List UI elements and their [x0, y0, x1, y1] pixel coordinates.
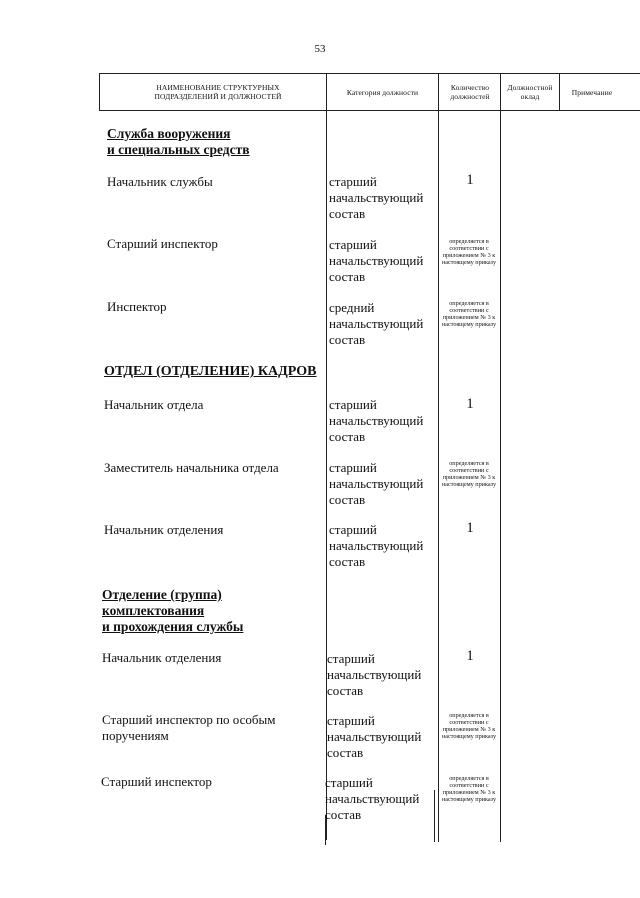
- position-quantity: 1: [466, 648, 474, 664]
- header-name: НАИМЕНОВАНИЕ СТРУКТУРНЫХ ПОДРАЗДЕЛЕНИЙ И ДОЛЖНОСТЕЙ: [154, 83, 282, 101]
- section-title: и прохождения службы: [102, 619, 244, 634]
- position-category: средний начальствующий состав: [329, 300, 424, 347]
- position-name: Старший инспектор: [101, 774, 212, 789]
- position-name: Начальник отделения: [102, 650, 222, 665]
- section-title: Отделение (группа): [102, 587, 222, 602]
- position-quantity-note: определяется в соответствии с приложением № 3 к настоящему приказу: [441, 300, 497, 328]
- column-border-left: [99, 73, 100, 111]
- page-number: 53: [314, 43, 326, 55]
- header-salary: Должностной оклад: [507, 83, 553, 101]
- position-name: Начальник службы: [107, 174, 213, 189]
- position-quantity-note: определяется в соответствии с приложением № 3 к настоящему приказу: [441, 238, 497, 266]
- position-name: Начальник отдела: [104, 397, 204, 412]
- position-category: старший начальствующий состав: [329, 237, 424, 284]
- header-category: Категория должности: [346, 87, 419, 97]
- section-title: ОТДЕЛ (ОТДЕЛЕНИЕ) КАДРОВ: [104, 364, 317, 379]
- header-quantity: Количество должностей: [450, 83, 490, 101]
- position-quantity: 1: [466, 520, 474, 536]
- position-category: старший начальствующий состав: [327, 651, 422, 698]
- position-name: Начальник отделения: [104, 522, 224, 537]
- position-category: старший начальствующий состав: [327, 713, 422, 760]
- position-name: Заместитель начальника отдела: [104, 460, 279, 475]
- position-quantity-note: определяется в соответствии с приложением № 3 к настоящему приказу: [441, 775, 497, 803]
- column-border-note: [559, 73, 560, 111]
- position-quantity: 1: [466, 172, 474, 188]
- position-name: Старший инспектор: [107, 236, 218, 251]
- section-title: Служба вооружения: [107, 126, 231, 141]
- position-name: Старший инспектор по особым поручениям: [102, 712, 276, 743]
- position-quantity: 1: [466, 396, 474, 412]
- position-quantity-note: определяется в соответствии с приложением № 3 к настоящему приказу: [441, 460, 497, 488]
- position-category: старший начальствующий состав: [329, 460, 424, 507]
- position-name: Инспектор: [107, 299, 167, 314]
- position-category: старший начальствующий состав: [325, 775, 420, 822]
- position-category: старший начальствующий состав: [329, 174, 424, 221]
- position-category: старший начальствующий состав: [329, 522, 424, 569]
- position-category: старший начальствующий состав: [329, 397, 424, 444]
- section-title: и специальных средств: [107, 142, 250, 157]
- header-note: Примечание: [571, 87, 613, 97]
- section-title: комплектования: [102, 603, 205, 618]
- position-quantity-note: определяется в соответствии с приложением № 3 к настоящему приказу: [441, 712, 497, 740]
